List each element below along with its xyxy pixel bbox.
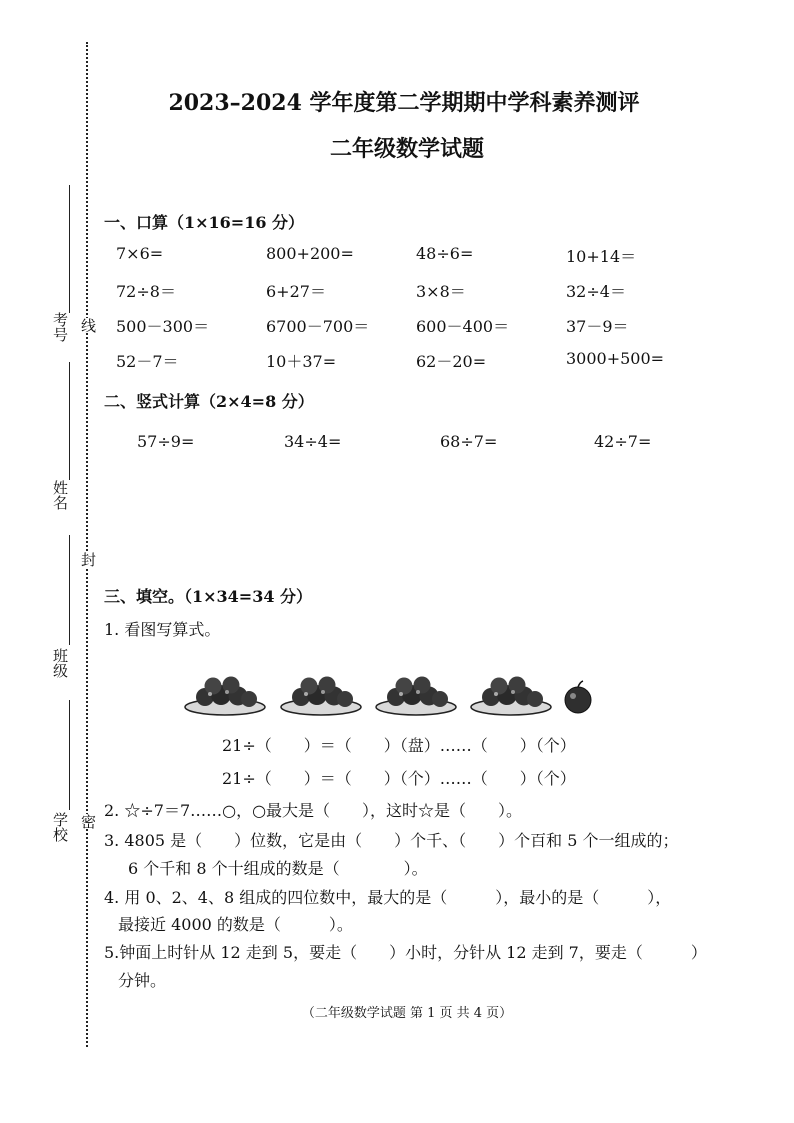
equation-by-plates: 21÷（ ）＝（ ）（盘）……（ ）（个） (222, 736, 576, 755)
oral-calc-item: 800+200= (266, 244, 354, 263)
oral-calc-item: 3×8＝ (416, 282, 466, 301)
school-line (69, 700, 70, 810)
oral-calc-item: 600－400＝ (416, 317, 510, 336)
oral-calc-item: 500－300＝ (116, 317, 210, 336)
class-line (69, 535, 70, 645)
oral-calc-item: 52－7＝ (116, 352, 179, 371)
name-label: 姓名 (51, 480, 69, 510)
single-apple (565, 687, 591, 713)
binding-dotted-line (86, 42, 88, 1047)
vertical-calc-item: 34÷4= (284, 432, 342, 451)
name-line (69, 362, 70, 480)
oral-calc-item: 37－9＝ (566, 317, 629, 336)
section3-heading: 三、填空。（1×34=34 分） (104, 587, 313, 606)
plate-of-apples (185, 677, 265, 716)
oral-calc-item: 32÷4＝ (566, 282, 626, 301)
plate-of-apples (471, 677, 551, 716)
equation-by-apples: 21÷（ ）＝（ ）（个）……（ ）（个） (222, 769, 576, 788)
oral-calc-item: 72÷8＝ (116, 282, 176, 301)
question-4-line-2: 最接近 4000 的数是（ ）。 (118, 915, 353, 934)
margin-seal-char-2: 密 (79, 814, 97, 829)
exam-no-label: 考号 (51, 312, 69, 342)
page-subtitle: 二年级数学试题 (329, 136, 484, 162)
section2-heading: 二、竖式计算（2×4=8 分） (104, 392, 314, 411)
vertical-calc-item: 68÷7= (440, 432, 498, 451)
question-5-line-1: 5.钟面上时针从 12 走到 5，要走（ ）小时，分针从 12 走到 7，要走（ ） (104, 943, 707, 962)
page-footer: （二年级数学试题 第 1 页 共 4 页） (301, 1006, 513, 1021)
oral-calc-item: 62－20= (416, 352, 487, 371)
margin-line-char: 线 (79, 318, 97, 333)
oral-calc-item: 7×6= (116, 244, 164, 263)
vertical-calc-item: 57÷9= (137, 432, 195, 451)
question-3-line-2: 6 个千和 8 个十组成的数是（ ）。 (128, 859, 428, 878)
school-label: 学校 (51, 812, 69, 842)
oral-calc-item: 10＋37= (266, 352, 337, 371)
question-3-line-1: 3. 4805 是（ ）位数，它是由（ ）个千、（ ）个百和 5 个一组成的； (104, 831, 679, 850)
oral-calc-item: 10+14＝ (566, 247, 637, 266)
plate-of-apples (281, 677, 361, 716)
question-5-line-2: 分钟。 (118, 971, 167, 990)
oral-calc-item: 6+27＝ (266, 282, 326, 301)
exam-no-line (69, 185, 70, 313)
oral-calc-item: 3000+500= (566, 349, 665, 368)
class-label: 班级 (51, 648, 69, 678)
question-4-line-1: 4. 用 0、2、4、8 组成的四位数中，最大的是（ ），最小的是（ ）， (104, 888, 672, 907)
margin-seal-char: 封 (79, 552, 97, 567)
page-title: 2023–2024 学年度第二学期期中学科素养测评 (168, 90, 640, 116)
plate-of-apples (376, 677, 456, 716)
vertical-calc-item: 42÷7= (594, 432, 652, 451)
question-1: 1. 看图写算式。 (104, 620, 221, 639)
section1-heading: 一、口算（1×16=16 分） (104, 213, 305, 232)
apple-plates-illustration (183, 672, 603, 722)
question-2: 2. ☆÷7＝7……○，○最大是（ ），这时☆是（ ）。 (104, 801, 523, 820)
oral-calc-item: 6700－700＝ (266, 317, 370, 336)
oral-calc-item: 48÷6= (416, 244, 474, 263)
